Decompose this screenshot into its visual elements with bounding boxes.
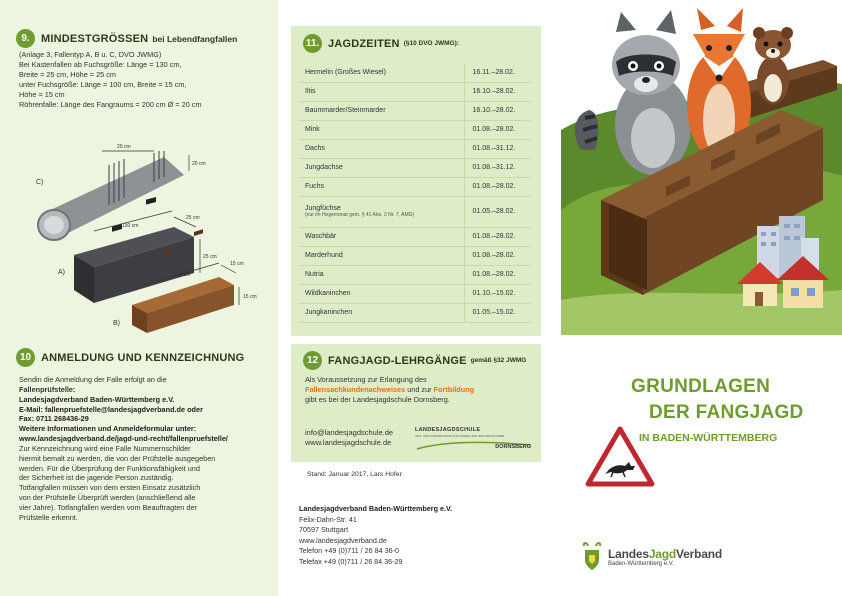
- org-name: Landesjagdverband Baden-Württemberg e.V.: [19, 394, 175, 404]
- species-cell: [299, 227, 464, 246]
- fax-line: Fax: 0711 268436-29: [19, 414, 89, 424]
- season-cell: 01.08.–28.02.: [464, 265, 531, 284]
- table-row: [299, 120, 531, 139]
- text-line: vier Jahre). Totfangfallen werden vom Beauftragten der: [19, 502, 197, 512]
- info-line: Weitere Informationen und Anmeldeformular unter:: [19, 424, 197, 434]
- ljv-logo-text: [608, 547, 722, 561]
- info-link[interactable]: www.landesjagdverband.de/jagd-und-recht/fallenpruefstelle/: [19, 434, 228, 444]
- species-cell: [299, 101, 464, 120]
- species-name: Wildkaninchen: [305, 290, 351, 297]
- dim-label: 20 cm: [117, 144, 131, 150]
- text-line: Zur Kennzeichnung wird eine Falle Nummernschilder: [19, 443, 191, 453]
- jagdzeiten-table: [299, 63, 531, 323]
- logo-text: Jagd: [648, 547, 677, 561]
- table-row: [299, 139, 531, 158]
- landesjagdschule-logo: [415, 427, 533, 453]
- ljv-logo: [581, 542, 722, 572]
- season-cell: 01.08.–28.02.: [464, 246, 531, 265]
- cover-title-line2: DER FANGJAGD: [649, 402, 804, 423]
- highlight-text: Fortbildung: [433, 385, 475, 395]
- species-cell: [299, 82, 464, 101]
- table-row: [299, 227, 531, 246]
- cover-subtitle: IN BADEN-WÜRTTEMBERG: [639, 432, 778, 444]
- section-10-text: [19, 375, 271, 523]
- address-line: Felix-Dahn-Str. 41: [299, 514, 357, 524]
- species-cell: [299, 284, 464, 303]
- table-row: [299, 82, 531, 101]
- publisher-address: [299, 504, 539, 568]
- season-cell: 16.11.–28.02.: [464, 63, 531, 82]
- species-name: Fuchs: [305, 183, 325, 190]
- email-link[interactable]: info@landesjagdschule.de: [305, 428, 394, 437]
- species-name: Jungkaninchen: [305, 309, 353, 316]
- section-subtitle: (§10 DVO JWMG):: [403, 40, 459, 47]
- season-cell: 16.10.–28.02.: [464, 82, 531, 101]
- season-cell: 01.08.–31.12.: [464, 158, 531, 177]
- species-name: Hermelin (Großes Wiesel): [305, 68, 386, 76]
- label-b: B): [113, 320, 120, 327]
- section-12-header: [303, 351, 526, 370]
- text-line: Totfangfallen müssen von dem ersten Einsatz zusätzlich: [19, 483, 201, 493]
- text-line: Sendin die Anmeldung der Falle erfolgt an die: [19, 375, 167, 384]
- section-11-header: [303, 34, 459, 53]
- text-line: unter Fuchsgröße: Länge = 100 cm, Breite = 15 cm,: [19, 80, 187, 90]
- species-name: Waschbär: [305, 233, 337, 240]
- dim-label: 100 cm: [174, 272, 191, 278]
- species-note: (nur im Hegemonat gem. § 41 Abs. 3 Nr. 7, AMG): [305, 212, 415, 218]
- table-row: [299, 246, 531, 265]
- dim-label: 25 cm: [203, 254, 217, 260]
- dim-label: 15 cm: [243, 294, 257, 300]
- dim-label: 25 cm: [186, 215, 200, 221]
- section-title: FANGJAGD-LEHRGÄNGE: [328, 354, 467, 367]
- season-cell: 01.05.–28.02.: [464, 196, 531, 227]
- dim-label: 20 cm: [192, 161, 206, 167]
- section-title: JAGDZEITEN: [328, 37, 400, 50]
- text-line: Als Voraussetzung zur Erlangung des: [305, 375, 427, 384]
- ljv-crest-icon: [581, 542, 603, 572]
- text-line: Fallenprüfstelle:: [19, 384, 76, 394]
- label-c: C): [36, 179, 44, 186]
- section-subtitle: gemäß §32 JWMG: [470, 357, 527, 364]
- table-row: [299, 196, 531, 227]
- season-cell: 01.08.–28.02.: [464, 227, 531, 246]
- logo-text: Landes: [608, 547, 649, 561]
- panel-cover: [561, 0, 842, 596]
- panel-left: [0, 0, 278, 596]
- text-line: Prüfstelle erkennt.: [19, 512, 78, 522]
- season-cell: 01.10.–15.02.: [464, 284, 531, 303]
- section-9-text: [19, 50, 269, 111]
- status-line: Stand: Januar 2017, Lars Hofer: [307, 471, 402, 478]
- text-line: (Anlage 3, Fallentyp A, B u. C, DVO JWMG): [19, 50, 162, 59]
- text-fragment: und zur: [405, 385, 434, 395]
- cover-illustration: [561, 0, 842, 335]
- dim-label: 15 cm: [230, 261, 244, 267]
- table-row: [299, 63, 531, 82]
- species-name: Jungfüchse: [305, 205, 341, 212]
- highlight-text: Fallensachkundenachweises: [305, 385, 406, 395]
- address-line: 70597 Stuttgart: [299, 525, 349, 535]
- section-title: ANMELDUNG UND KENNZEICHNUNG: [41, 351, 245, 364]
- trap-diagram: [14, 135, 276, 335]
- species-name: Dachs: [305, 145, 325, 152]
- season-cell: 01.08.–31.12.: [464, 139, 531, 158]
- text-line: gibt es bei der Landesjagdschule Dornsberg.: [305, 395, 450, 405]
- text-line: Breite = 25 cm, Höhe = 25 cm: [19, 70, 116, 80]
- dim-label: 130 cm: [122, 223, 139, 229]
- logo-text: DORNSBERG: [495, 444, 531, 450]
- text-line: von der Prüfstelle Überprüft werden (anschließend alle: [19, 493, 196, 503]
- species-cell: [299, 196, 464, 227]
- species-name: Iltis: [305, 88, 316, 95]
- species-name: Nutria: [305, 271, 324, 278]
- species-cell: [299, 139, 464, 158]
- species-cell: [299, 158, 464, 177]
- web-link[interactable]: www.landesjagdverband.de: [299, 535, 387, 545]
- table-row: [299, 177, 531, 196]
- section-number: 12: [303, 351, 322, 370]
- species-cell: [299, 303, 464, 322]
- text-line: Höhe = 15 cm: [19, 90, 65, 100]
- species-cell: [299, 177, 464, 196]
- section-title: MINDESTGRÖSSEN: [41, 32, 149, 45]
- logo-text: Verband: [676, 547, 722, 561]
- species-cell: [299, 63, 464, 82]
- text-line: hiermit bemalt zu werden, die von der Prüfstelle ausgegeben: [19, 453, 216, 463]
- table-row: [299, 265, 531, 284]
- email-line[interactable]: E-Mail: fallenpruefstelle@landesjagdverband.de oder: [19, 404, 203, 414]
- section-subtitle: bei Lebendfangfallen: [152, 33, 238, 44]
- section-10-header: [16, 348, 244, 367]
- table-row: [299, 303, 531, 322]
- ljv-logo-subtitle: Baden-Württemberg e.V.: [608, 561, 674, 567]
- section-9-header: [16, 29, 237, 48]
- section-12-text: [305, 375, 537, 405]
- logo-text: LANDESJAGDSCHULE: [415, 427, 481, 433]
- label-a: A): [58, 269, 65, 276]
- season-cell: 01.05.–15.02.: [464, 303, 531, 322]
- species-name: Jungdachse: [305, 164, 343, 171]
- season-cell: 16.10.–28.02.: [464, 101, 531, 120]
- org-name: Landesjagdverband Baden-Württemberg e.V.: [299, 504, 453, 513]
- section-number: 9.: [16, 29, 35, 48]
- species-name: Mink: [305, 126, 320, 133]
- season-cell: 01.08.–28.02.: [464, 177, 531, 196]
- table-row: [299, 284, 531, 303]
- fax-line: Telefax +49 (0)711 / 26 84 36-29: [299, 556, 403, 566]
- contact-links: [305, 428, 415, 448]
- species-cell: [299, 246, 464, 265]
- table-row: [299, 101, 531, 120]
- text-line: Röhrenfalle: Länge des Fangraums = 200 cm Ø = 20 cm: [19, 100, 202, 110]
- text-line: Bei Kastenfallen ab Fuchsgröße: Länge = 130 cm,: [19, 60, 182, 70]
- species-name: Marderhund: [305, 252, 343, 259]
- logo-text: AUS- UND FORTBILDUNG FÜR JÄGER UND NATURSCHÜTZER: [415, 434, 505, 438]
- text-line: der Sicherheit ist die jagende Person zuständig.: [19, 473, 174, 483]
- cover-title-line1: GRUNDLAGEN: [631, 376, 771, 397]
- section-number: 10: [16, 348, 35, 367]
- panel-middle: [281, 0, 561, 596]
- web-link[interactable]: www.landesjagdschule.de: [305, 438, 392, 448]
- species-name: Baummarder/Steinmarder: [305, 107, 386, 114]
- species-cell: [299, 120, 464, 139]
- section-number: 11.: [303, 34, 322, 53]
- season-cell: 01.08.–28.02.: [464, 120, 531, 139]
- table-row: [299, 158, 531, 177]
- text-line: [305, 385, 537, 395]
- species-cell: [299, 265, 464, 284]
- phone-line: Telefon +49 (0)711 / 26 84 36-0: [299, 546, 399, 556]
- text-line: werden. Für die Überprüfung der Funktionsfähigkeit und: [19, 463, 200, 473]
